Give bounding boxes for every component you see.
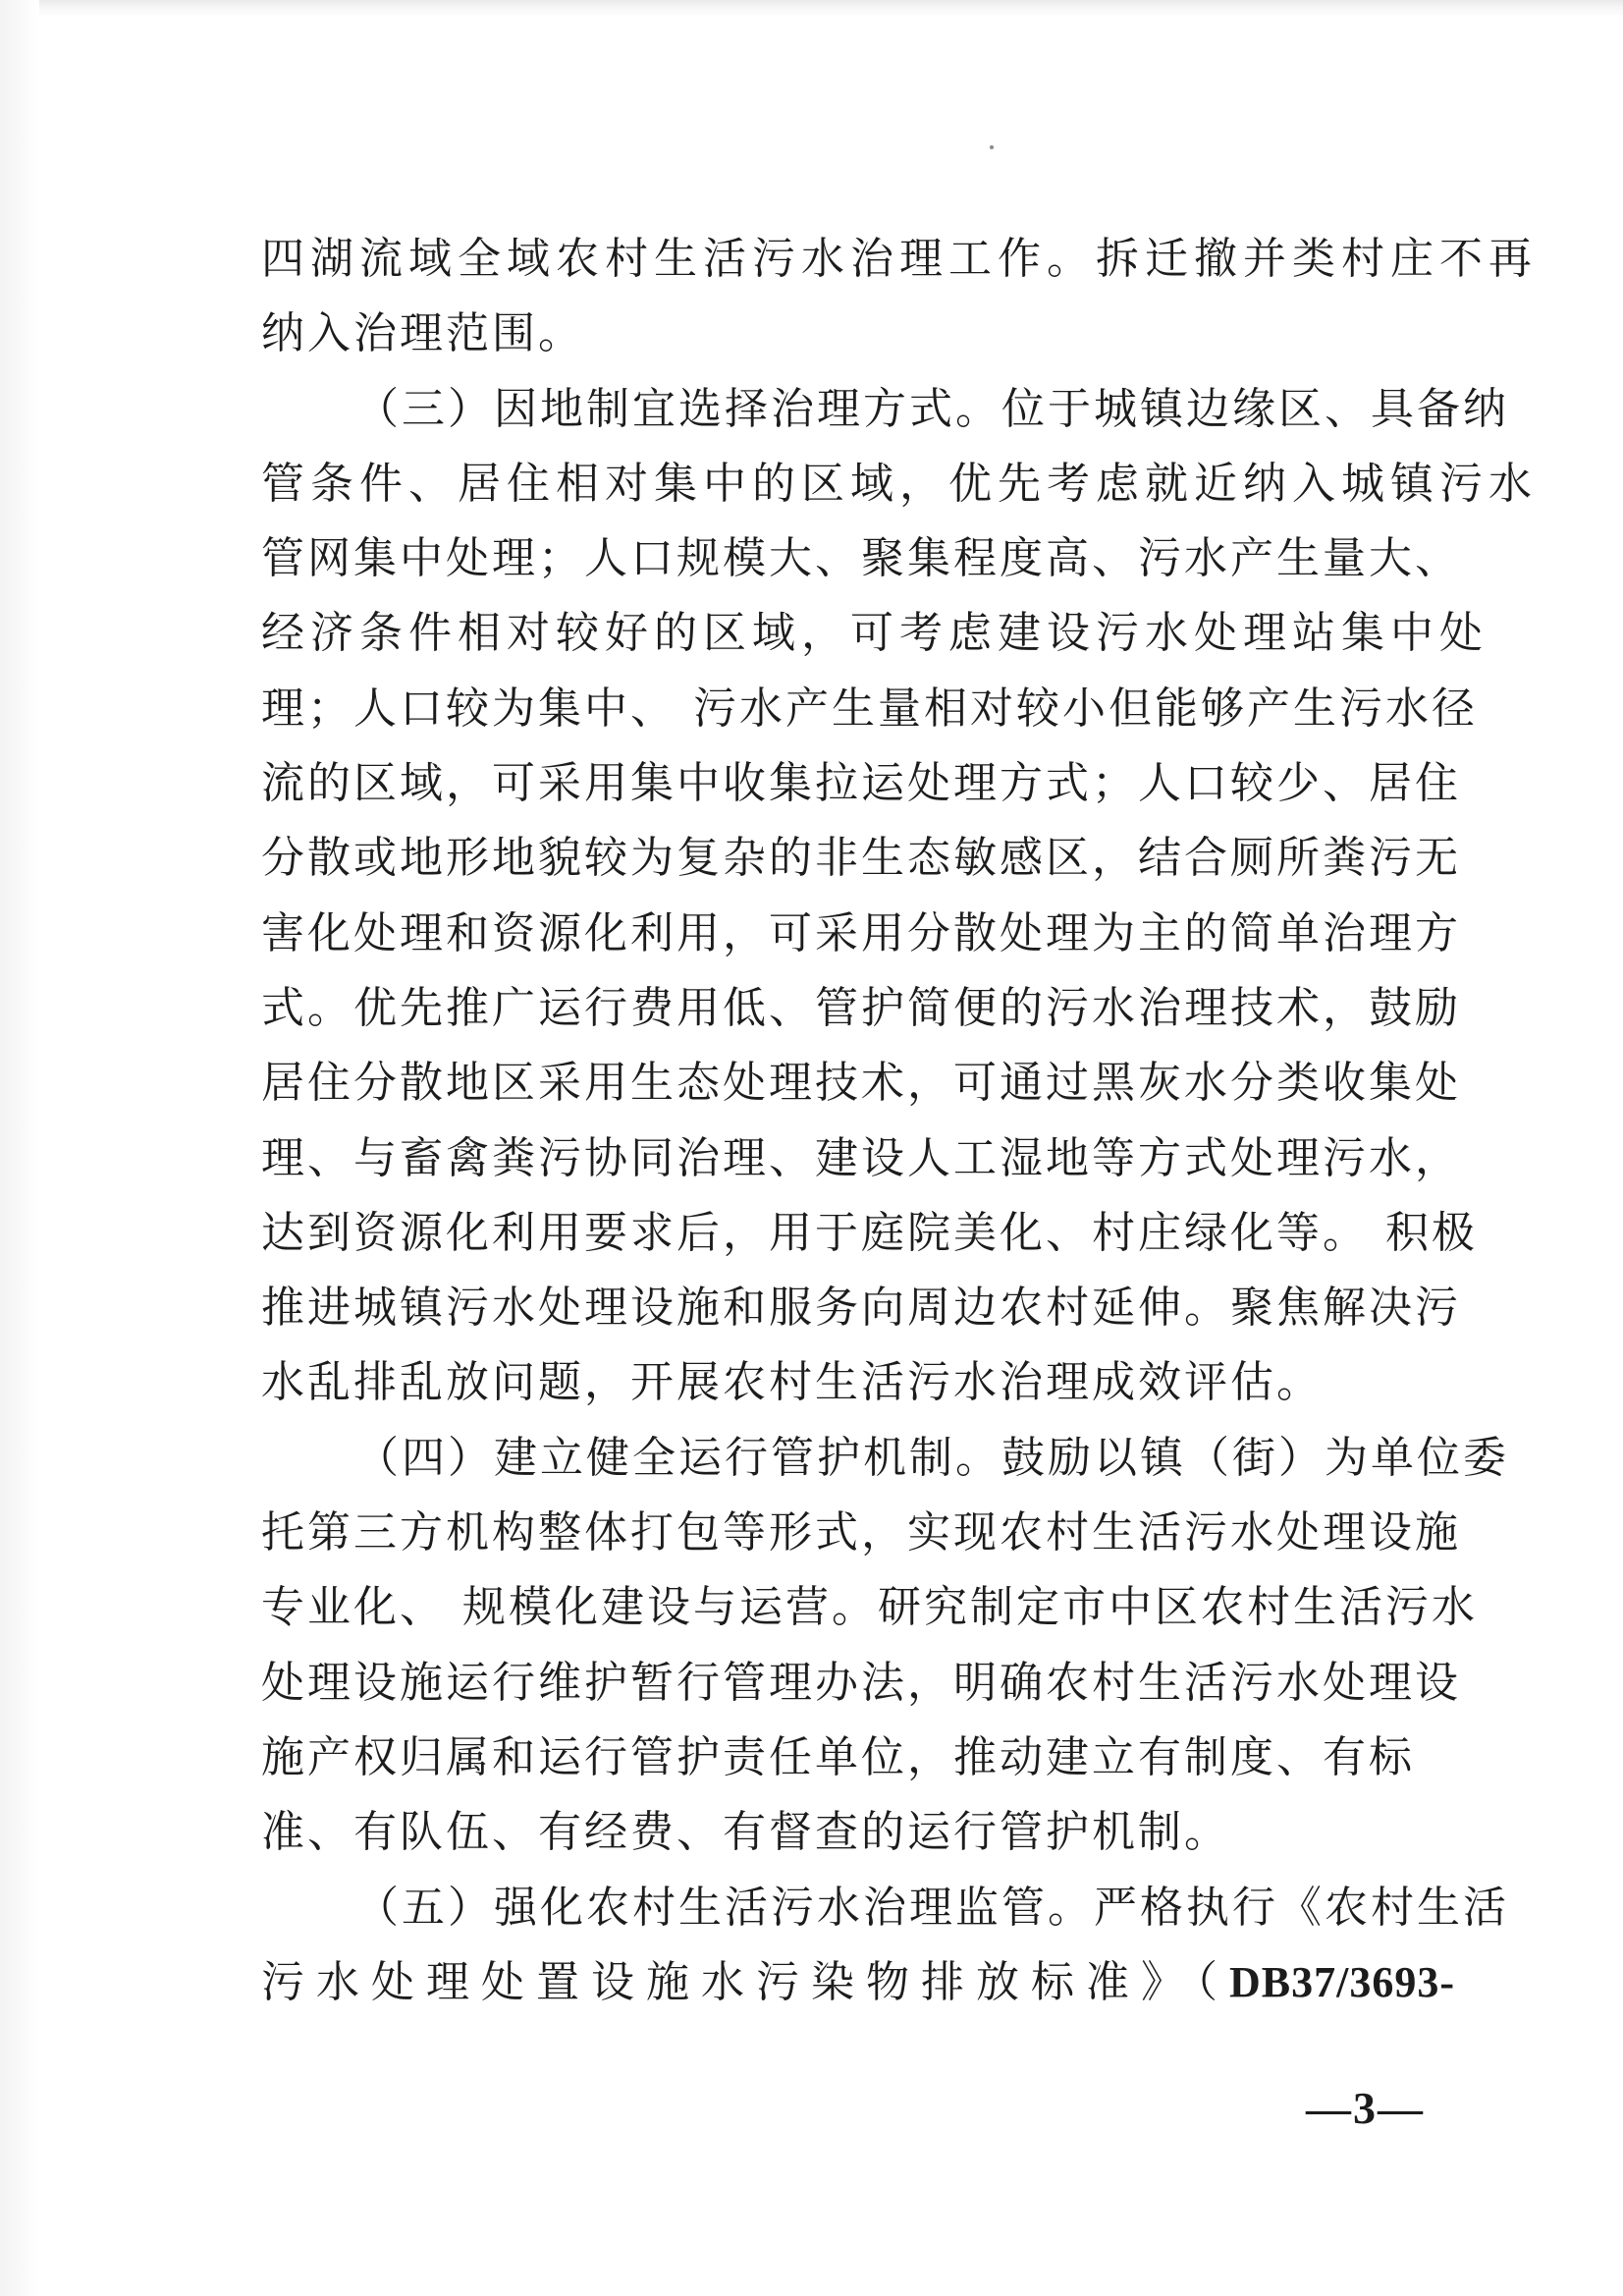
section-heading-three: （三）因地制宜选择治理方式。 bbox=[355, 383, 1001, 434]
text-line bbox=[261, 222, 1538, 297]
line-text: 害化处理和资源化利用，可采用分散处理为主的简单治理方 bbox=[261, 907, 1461, 958]
section-heading-four: （四）建立健全运行管护机制。 bbox=[355, 1432, 1001, 1483]
text-line bbox=[261, 672, 1478, 746]
line-text: 分散或地形地貌较为复杂的非生态敏感区，结合厕所粪污无 bbox=[261, 833, 1461, 884]
line-text: 水乱排乱放问题，开展农村生活污水治理成效评估。 bbox=[261, 1357, 1323, 1408]
line-text: 理、与畜禽粪污协同治理、建设人工湿地等方式处理污水， bbox=[261, 1132, 1461, 1183]
line-text: 管网集中处理；人口规模大、聚集程度高、污水产生量大、 bbox=[261, 533, 1461, 584]
text-line bbox=[261, 746, 1461, 821]
line-text: 达到资源化利用要求后，用于庭院美化、村庄绿化等。 积极 bbox=[261, 1207, 1478, 1258]
text-line bbox=[261, 447, 1538, 521]
document-body bbox=[261, 222, 1538, 2020]
section-heading-five: （五）强化农村生活污水治理监管。 bbox=[355, 1882, 1094, 1933]
text-line bbox=[261, 1345, 1439, 1420]
line-text: 四湖流域全域农村生活污水治理工作。拆迁撤并类村庄不再 bbox=[261, 234, 1538, 284]
line-text: 处理设施运行维护暂行管理办法，明确农村生活污水处理设 bbox=[261, 1657, 1461, 1708]
text-line bbox=[261, 297, 1439, 371]
line-text: 式。优先推广运行费用低、管护简便的污水治理技术，鼓励 bbox=[261, 982, 1461, 1033]
line-text: 居住分散地区采用生态处理技术，可通过黑灰水分类收集处 bbox=[261, 1058, 1461, 1109]
text-line bbox=[261, 596, 1488, 671]
text-line bbox=[261, 1496, 1461, 1570]
line-text: 理；人口较为集中、 污水产生量相对较小但能够产生污水径 bbox=[261, 683, 1478, 734]
text-line bbox=[261, 897, 1461, 971]
line-text: 管条件、居住相对集中的区域，优先考虑就近纳入城镇污水 bbox=[261, 458, 1538, 509]
text-line bbox=[261, 1721, 1439, 1795]
line-text: 流的区域，可采用集中收集拉运处理方式；人口较少、居住 bbox=[261, 758, 1461, 809]
line-text: 专业化、 规模化建设与运营。研究制定市中区农村生活污水 bbox=[261, 1582, 1478, 1633]
standard-reference-code: DB37/3693- bbox=[1229, 1957, 1455, 2006]
text-line bbox=[261, 1046, 1461, 1121]
section-heading-line bbox=[261, 1871, 1509, 1945]
line-text: 严格执行《农村生活 bbox=[1094, 1882, 1509, 1933]
section-heading-line bbox=[261, 1421, 1509, 1496]
line-text: 准、有队伍、有经费、有督查的运行管护机制。 bbox=[261, 1807, 1230, 1858]
line-text: 鼓励以镇（街）为单位委 bbox=[1001, 1432, 1509, 1483]
text-line bbox=[261, 1646, 1461, 1721]
text-line bbox=[261, 971, 1461, 1046]
section-heading-line bbox=[261, 372, 1509, 447]
scan-edge-left bbox=[0, 0, 39, 2296]
line-text: 推进城镇污水处理设施和服务向周边农村延伸。聚焦解决污 bbox=[261, 1283, 1461, 1334]
line-text: 纳入治理范围。 bbox=[261, 308, 584, 359]
line-text: 托第三方机构整体打包等形式，实现农村生活污水处理设施 bbox=[261, 1507, 1461, 1558]
line-text: 经济条件相对较好的区域，可考虑建设污水处理站集中处 bbox=[261, 608, 1488, 659]
text-line bbox=[261, 821, 1461, 896]
text-line bbox=[261, 1795, 1439, 1870]
text-line bbox=[261, 1121, 1461, 1196]
scan-speck bbox=[990, 145, 994, 149]
line-text: 位于城镇边缘区、具备纳 bbox=[1001, 383, 1509, 434]
page-number: —3— bbox=[1306, 2083, 1425, 2133]
text-line bbox=[261, 1570, 1478, 1645]
text-line bbox=[261, 521, 1461, 596]
text-line bbox=[261, 1271, 1461, 1345]
text-line bbox=[261, 1945, 1455, 2020]
line-text: 污水处理处置设施水污染物排放标准》（ bbox=[261, 1956, 1229, 2007]
text-line bbox=[261, 1196, 1478, 1271]
scan-edge-top bbox=[0, 0, 1623, 18]
line-text: 施产权归属和运行管护责任单位，推动建立有制度、有标 bbox=[261, 1731, 1415, 1782]
